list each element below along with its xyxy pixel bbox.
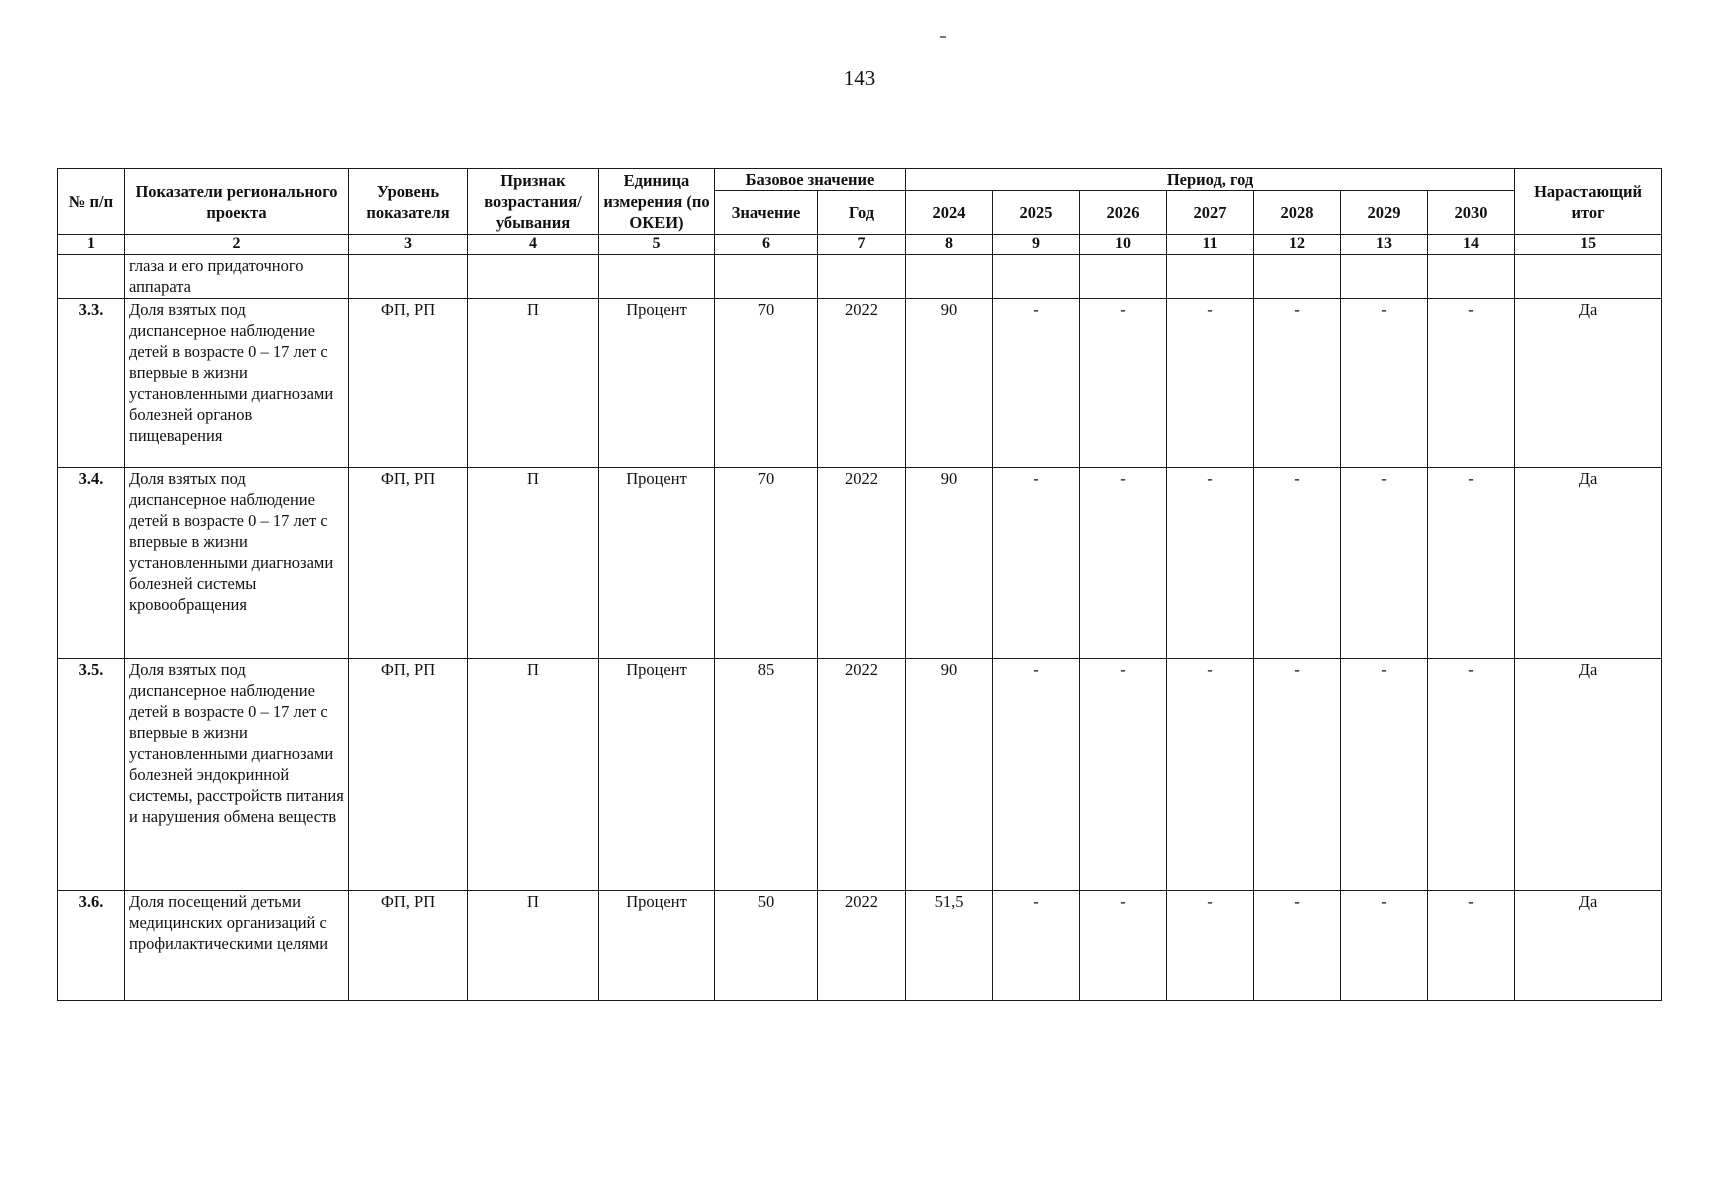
row-value-2027: -	[1167, 891, 1254, 1001]
header-num: № п/п	[58, 169, 125, 235]
header-year: 2028	[1254, 191, 1341, 235]
row-value-2028: -	[1254, 659, 1341, 891]
column-number: 1	[58, 235, 125, 255]
row-value-2025: -	[993, 468, 1080, 659]
row-base-value: 70	[715, 299, 818, 468]
row-indicator-name: Доля взятых под диспансерное наблюдение детей в возрасте 0 – 17 лет с впервые в жизни установленными диагнозами болезней системы кровообращения	[125, 468, 349, 659]
row-cumulative: Да	[1515, 659, 1662, 891]
row-level: ФП, РП	[349, 891, 468, 1001]
column-number: 2	[125, 235, 349, 255]
row-value-2027: -	[1167, 299, 1254, 468]
row-sign: П	[468, 468, 599, 659]
row-value-2029: -	[1341, 659, 1428, 891]
row-code: 3.4.	[58, 468, 125, 659]
empty-cell	[58, 255, 125, 299]
row-base-value: 70	[715, 468, 818, 659]
table-row	[58, 299, 1662, 468]
empty-cell	[993, 255, 1080, 299]
row-value-2028: -	[1254, 468, 1341, 659]
column-number: 4	[468, 235, 599, 255]
row-base-year: 2022	[818, 468, 906, 659]
column-number: 15	[1515, 235, 1662, 255]
column-number: 6	[715, 235, 818, 255]
header-sign: Признак возрастания/ убывания	[468, 169, 599, 235]
row-code: 3.6.	[58, 891, 125, 1001]
row-level: ФП, РП	[349, 659, 468, 891]
table-row	[58, 891, 1662, 1001]
row-sign: П	[468, 659, 599, 891]
header-unit: Единица измерения (по ОКЕИ)	[599, 169, 715, 235]
row-value-2028: -	[1254, 891, 1341, 1001]
row-base-value: 85	[715, 659, 818, 891]
row-unit: Процент	[599, 299, 715, 468]
header-cumulative: Нарастающий итог	[1515, 169, 1662, 235]
row-value-2026: -	[1080, 299, 1167, 468]
column-number: 8	[906, 235, 993, 255]
row-base-year: 2022	[818, 299, 906, 468]
empty-cell	[715, 255, 818, 299]
empty-cell	[818, 255, 906, 299]
header-year: 2030	[1428, 191, 1515, 235]
row-base-year: 2022	[818, 891, 906, 1001]
row-cumulative: Да	[1515, 299, 1662, 468]
empty-cell	[599, 255, 715, 299]
header-base-value: Значение	[715, 191, 818, 235]
empty-cell	[1080, 255, 1167, 299]
indicators-table	[57, 168, 1662, 1001]
empty-cell	[1167, 255, 1254, 299]
empty-cell	[468, 255, 599, 299]
row-unit: Процент	[599, 659, 715, 891]
column-number: 3	[349, 235, 468, 255]
column-number: 7	[818, 235, 906, 255]
header-period-group: Период, год	[906, 169, 1515, 191]
header-year: 2024	[906, 191, 993, 235]
row-value-2029: -	[1341, 299, 1428, 468]
scan-mark	[940, 36, 946, 38]
row-level: ФП, РП	[349, 299, 468, 468]
row-unit: Процент	[599, 891, 715, 1001]
row-code: 3.3.	[58, 299, 125, 468]
row-value-2025: -	[993, 659, 1080, 891]
row-value-2026: -	[1080, 659, 1167, 891]
row-indicator-name: Доля посещений детьми медицинских организаций с профилактическими целями	[125, 891, 349, 1001]
header-year: 2027	[1167, 191, 1254, 235]
row-base-year: 2022	[818, 659, 906, 891]
empty-cell	[1428, 255, 1515, 299]
header-indicator: Показатели регионального проекта	[125, 169, 349, 235]
continuation-text: глаза и его придаточного аппарата	[125, 255, 349, 299]
column-number: 10	[1080, 235, 1167, 255]
column-number: 5	[599, 235, 715, 255]
row-indicator-name: Доля взятых под диспансерное наблюдение детей в возрасте 0 – 17 лет с впервые в жизни установленными диагнозами болезней эндокринной системы, расстройств питания и нарушения обмена веществ	[125, 659, 349, 891]
row-cumulative: Да	[1515, 468, 1662, 659]
row-value-2030: -	[1428, 468, 1515, 659]
header-year: 2029	[1341, 191, 1428, 235]
column-number: 14	[1428, 235, 1515, 255]
page-number: 143	[843, 66, 876, 90]
row-cumulative: Да	[1515, 891, 1662, 1001]
header-base-group: Базовое значение	[715, 169, 906, 191]
row-unit: Процент	[599, 468, 715, 659]
header-level: Уровень показателя	[349, 169, 468, 235]
row-value-2027: -	[1167, 468, 1254, 659]
row-value-2024: 51,5	[906, 891, 993, 1001]
continuation-row	[58, 255, 1662, 299]
empty-cell	[1515, 255, 1662, 299]
row-value-2027: -	[1167, 659, 1254, 891]
table-row	[58, 659, 1662, 891]
header-base-year: Год	[818, 191, 906, 235]
row-level: ФП, РП	[349, 468, 468, 659]
row-code: 3.5.	[58, 659, 125, 891]
row-value-2030: -	[1428, 891, 1515, 1001]
row-value-2025: -	[993, 299, 1080, 468]
row-sign: П	[468, 299, 599, 468]
empty-cell	[906, 255, 993, 299]
row-value-2030: -	[1428, 659, 1515, 891]
row-value-2024: 90	[906, 659, 993, 891]
column-number: 9	[993, 235, 1080, 255]
row-value-2029: -	[1341, 891, 1428, 1001]
row-value-2026: -	[1080, 891, 1167, 1001]
row-indicator-name: Доля взятых под диспансерное наблюдение детей в возрасте 0 – 17 лет с впервые в жизни установленными диагнозами болезней органов пищеварения	[125, 299, 349, 468]
row-value-2028: -	[1254, 299, 1341, 468]
column-numbers-row	[58, 235, 1662, 255]
row-sign: П	[468, 891, 599, 1001]
column-number: 12	[1254, 235, 1341, 255]
table-row	[58, 468, 1662, 659]
empty-cell	[1341, 255, 1428, 299]
row-value-2029: -	[1341, 468, 1428, 659]
header-year: 2025	[993, 191, 1080, 235]
empty-cell	[1254, 255, 1341, 299]
row-value-2025: -	[993, 891, 1080, 1001]
header-year: 2026	[1080, 191, 1167, 235]
row-value-2030: -	[1428, 299, 1515, 468]
column-number: 13	[1341, 235, 1428, 255]
row-value-2024: 90	[906, 299, 993, 468]
column-number: 11	[1167, 235, 1254, 255]
row-value-2026: -	[1080, 468, 1167, 659]
row-value-2024: 90	[906, 468, 993, 659]
empty-cell	[349, 255, 468, 299]
row-base-value: 50	[715, 891, 818, 1001]
